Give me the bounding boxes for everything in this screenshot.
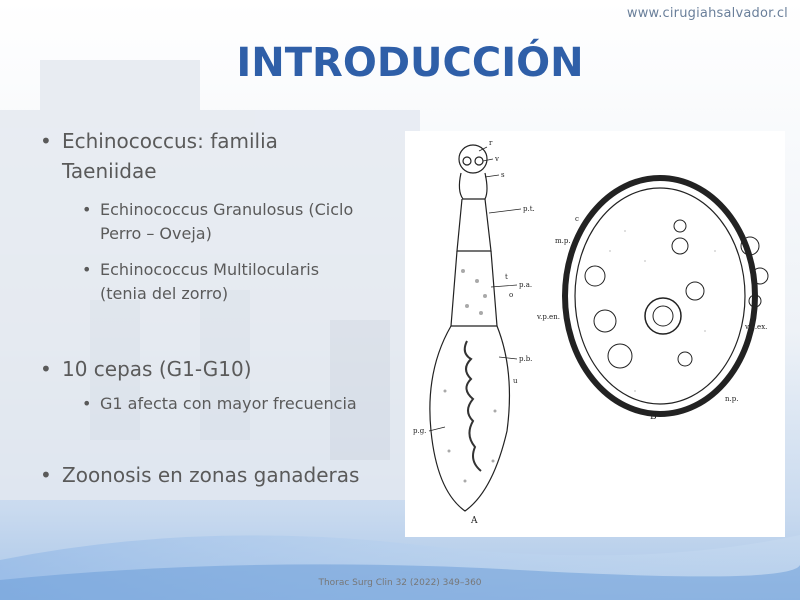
figure-label-np: n.p. (725, 395, 739, 403)
figure-label-vpen: v.p.en. (537, 313, 560, 321)
echinococcus-illustration (405, 131, 785, 537)
figure-label-t: t (505, 273, 508, 281)
panel-b-label: B (650, 412, 657, 422)
bullet-dot: • (40, 129, 52, 153)
figure-label-c: c (575, 215, 579, 223)
figure-label-s: s (501, 171, 505, 179)
tapeworm-drawing (405, 131, 785, 537)
bullet-text: Perro – Oveja) (100, 224, 212, 243)
bullet-text: Echinococcus Granulosus (Ciclo (100, 200, 354, 219)
bullet-text: Taeniidae (62, 159, 157, 183)
bullet-dot: • (82, 200, 92, 219)
figure-label-vpex: v.p.ex. (745, 323, 768, 331)
bullet-dot: • (40, 463, 52, 487)
figure-label-pb: p.b. (519, 355, 533, 363)
figure-label-pg: p.g. (413, 427, 427, 435)
citation: Thorac Surg Clin 32 (2022) 349–360 (318, 578, 482, 588)
figure-label-mp: m.p. (555, 237, 571, 245)
sub-bullet-item (82, 198, 402, 250)
figure-label-v: v (495, 155, 499, 163)
page-title: INTRODUCCIÓN (236, 40, 584, 86)
bullet-item (40, 462, 400, 490)
bullet-dot: • (82, 394, 92, 413)
bullet-text: Zoonosis en zonas ganaderas (62, 463, 360, 487)
bullet-text: 10 cepas (G1-G10) (62, 357, 252, 381)
figure-label-pa: p.a. (519, 281, 533, 289)
bullet-item (40, 356, 400, 384)
website-watermark: www.cirugiahsalvador.cl (626, 6, 788, 21)
figure-label-u: u (513, 377, 518, 385)
figure-label-r: r (489, 139, 493, 147)
bullet-item (40, 128, 400, 184)
panel-a-label: A (471, 516, 478, 526)
bullet-text: Echinococcus Multilocularis (100, 260, 320, 279)
bullet-text: Echinococcus: familia (62, 129, 278, 153)
bullet-text: G1 afecta con mayor frecuencia (100, 394, 357, 413)
bullet-text: (tenia del zorro) (100, 284, 229, 303)
bullet-dot: • (40, 357, 52, 381)
bullet-dot: • (82, 260, 92, 279)
sub-bullet-item (82, 258, 402, 310)
figure-label-o: o (509, 291, 514, 299)
figure-label-pt: p.t. (523, 205, 535, 213)
sub-bullet-item (82, 392, 402, 418)
